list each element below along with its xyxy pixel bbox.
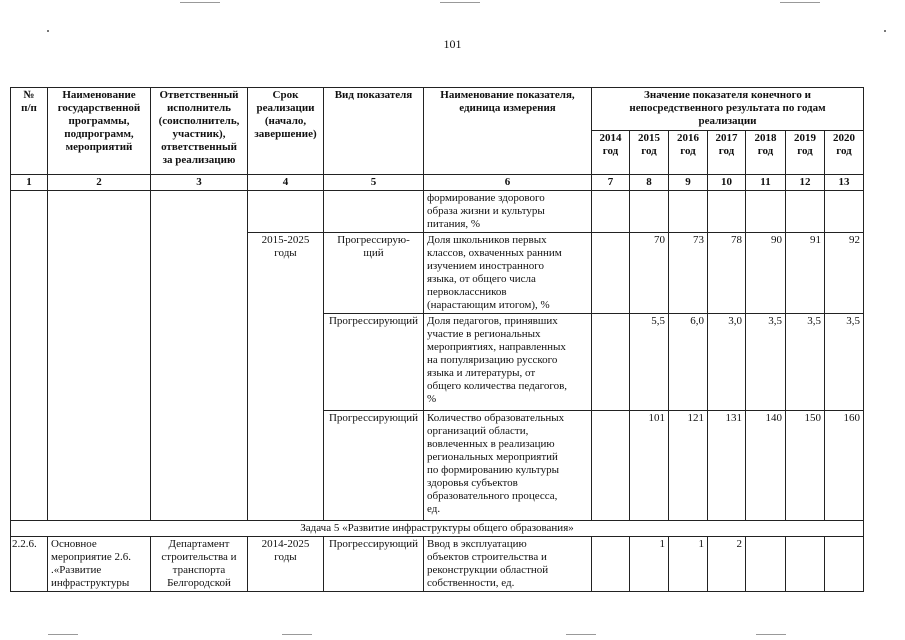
scan-artifact [180,2,220,3]
value-cell: 3,5 [825,314,864,411]
header-program: Наименование государственной программы, подпрограмм, мероприятий [48,88,151,175]
scan-artifact [566,634,596,635]
column-number: 2 [48,175,151,191]
value-cell: 150 [786,411,825,521]
year-header: 2020 год [825,131,864,175]
value-cell [592,537,630,592]
value-cell: 92 [825,233,864,314]
column-number: 13 [825,175,864,191]
header-executor: Ответственный исполнитель (соисполнитель, участник), ответственный за реализацию [151,88,248,175]
value-cell: 70 [630,233,669,314]
value-cell: 90 [746,233,786,314]
indicator-type-cell: Прогрессирующий [324,411,424,521]
column-number: 5 [324,175,424,191]
value-cell: 1 [630,537,669,592]
scan-artifact [884,30,886,32]
value-cell [786,191,825,233]
column-number: 10 [708,175,746,191]
indicator-name-cell: формирование здорового образа жизни и культуры питания, % [424,191,592,233]
year-header: 2019 год [786,131,825,175]
executor-cell [151,191,248,521]
period-cell: 2015-2025 годы [248,233,324,521]
value-cell [708,191,746,233]
period-cell [248,191,324,233]
indicator-type-cell: Прогрессирующий [324,314,424,411]
indicator-name-cell: Ввод в эксплуатацию объектов строительства и реконструкции областной собственности, ед. [424,537,592,592]
year-header: 2017 год [708,131,746,175]
value-cell [786,537,825,592]
header-row [11,88,864,131]
value-cell: 121 [669,411,708,521]
value-cell [592,233,630,314]
value-cell: 140 [746,411,786,521]
column-number: 7 [592,175,630,191]
task-row [11,521,864,537]
value-cell: 101 [630,411,669,521]
column-number: 8 [630,175,669,191]
scan-artifact [440,2,480,3]
scan-artifact [756,634,786,635]
column-number: 6 [424,175,592,191]
executor-cell: Департамент строительства и транспорта Белгородской [151,537,248,592]
value-cell: 2 [708,537,746,592]
value-cell [592,191,630,233]
value-cell [630,191,669,233]
header-indicator-type: Вид показателя [324,88,424,175]
indicator-table [10,87,864,592]
value-cell [825,537,864,592]
indicator-name-cell: Количество образовательных организаций области, вовлеченных в реализацию региональных мероприятий по формированию культуры здоровья субъектов образовательного процесса, ед. [424,411,592,521]
number-cell: 2.2.6. [11,537,48,592]
column-number: 11 [746,175,786,191]
year-header: 2015 год [630,131,669,175]
indicator-type-cell [324,191,424,233]
year-header: 2014 год [592,131,630,175]
header-indicator-name: Наименование показателя, единица измерения [424,88,592,175]
value-cell: 91 [786,233,825,314]
value-cell: 3,5 [786,314,825,411]
value-cell: 73 [669,233,708,314]
indicator-name-cell: Доля педагогов, принявших участие в региональных мероприятиях, направленных на популяризацию русского языка и литературы, от общего количества педагогов, % [424,314,592,411]
value-cell: 78 [708,233,746,314]
value-cell [746,537,786,592]
value-cell: 1 [669,537,708,592]
value-cell [669,191,708,233]
scan-artifact [47,30,49,32]
program-cell [48,191,151,521]
period-cell: 2014-2025 годы [248,537,324,592]
column-number: 12 [786,175,825,191]
table-row [11,537,864,592]
table-row [11,191,864,233]
column-number: 9 [669,175,708,191]
column-number: 3 [151,175,248,191]
indicator-type-cell: Прогрессирую- щий [324,233,424,314]
scan-artifact [780,2,820,3]
indicator-type-cell: Прогрессирующий [324,537,424,592]
value-cell: 5,5 [630,314,669,411]
scan-artifact [48,634,78,635]
column-number: 4 [248,175,324,191]
column-number-row [11,175,864,191]
value-cell: 6,0 [669,314,708,411]
value-cell [825,191,864,233]
scan-artifact [282,634,312,635]
year-header: 2018 год [746,131,786,175]
value-cell: 131 [708,411,746,521]
header-number: № п/п [11,88,48,175]
value-cell [746,191,786,233]
indicator-name-cell: Доля школьников первых классов, охваченных ранним изучением иностранного языка, от общего числа первоклассников (нарастающим итогом), % [424,233,592,314]
year-header: 2016 год [669,131,708,175]
header-period: Срок реализации (начало, завершение) [248,88,324,175]
header-values-group: Значение показателя конечного и непосредственного результата по годам реализации [592,88,864,131]
value-cell: 160 [825,411,864,521]
value-cell: 3,0 [708,314,746,411]
task-title: Задача 5 «Развитие инфраструктуры общего образования» [11,521,864,537]
value-cell: 3,5 [746,314,786,411]
value-cell [592,411,630,521]
value-cell [592,314,630,411]
number-cell [11,191,48,521]
program-cell: Основное мероприятие 2.6. .«Развитие инфраструктуры [48,537,151,592]
page-number: 101 [443,37,462,51]
column-number: 1 [11,175,48,191]
